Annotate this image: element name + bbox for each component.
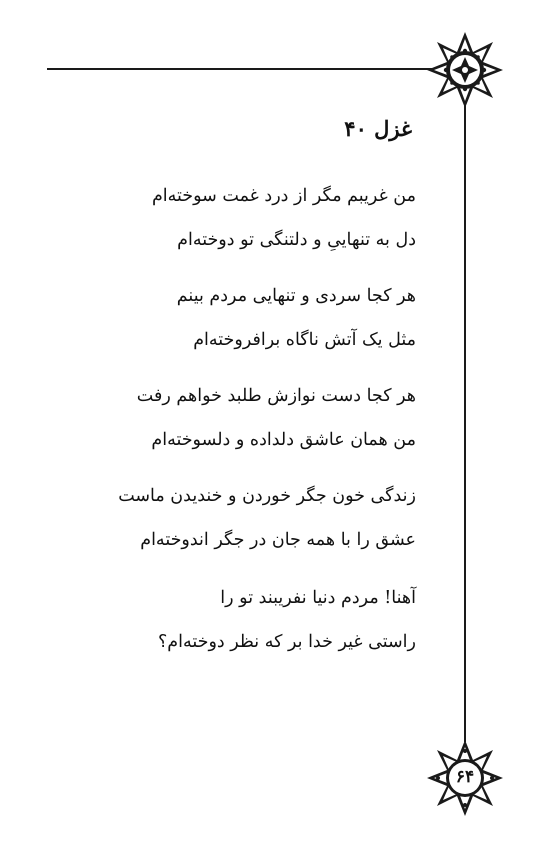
stanza — [152, 174, 416, 262]
verse-line: زندگی خون جگر خوردن و خندیدن ماست — [118, 486, 416, 506]
verse-line: من غریبم مگر از درد غمت سوخته‌ام — [151, 186, 416, 206]
star-medallion-icon — [425, 30, 505, 110]
verse-line: آهنا! مردم دنیا نفریبند تو را — [220, 588, 416, 608]
verse-line: من همان عاشق دلداده و دلسوخته‌ام — [151, 430, 416, 450]
poem-title: غزل ۴۰ — [344, 116, 412, 141]
stanza — [158, 576, 416, 664]
page-number: ۶۴ — [455, 767, 475, 787]
stanza — [137, 374, 416, 462]
stanza — [177, 274, 416, 362]
verse-line: عشق را با همه جان در جگر اندوخته‌ام — [140, 530, 416, 550]
verse-line: دل به تنهاییِ و دلتنگی تو دوخته‌ام — [177, 230, 416, 250]
verse-line: راستی غیر خدا بر که نظر دوخته‌ام؟ — [157, 632, 416, 652]
verse-line: مثل یک آتش ناگاه برافروخته‌ام — [193, 330, 416, 350]
top-rule — [47, 68, 440, 70]
side-rule — [464, 100, 466, 742]
verse-line: هر کجا سردی و تنهایی مردم بینم — [176, 286, 416, 306]
verse-line: هر کجا دست نوازش طلبد خواهم رفت — [136, 386, 416, 406]
stanza — [118, 474, 416, 562]
